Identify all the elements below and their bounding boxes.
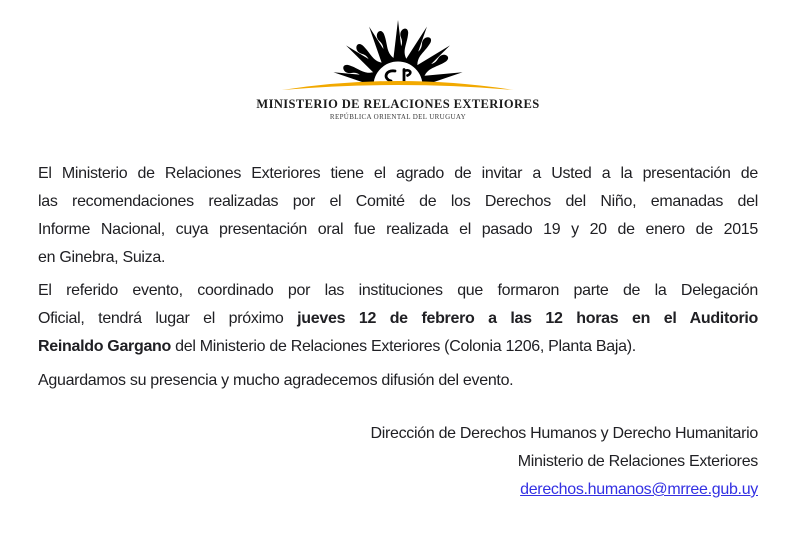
closing-paragraph: Aguardamos su presencia y mucho agradecemos difusión del evento. [38, 372, 514, 389]
horizon-arc [282, 81, 514, 90]
ministry-title: MINISTERIO DE RELACIONES EXTERIORES [256, 97, 540, 111]
sun-rays [332, 20, 463, 107]
signature-department: Dirección de Derechos Humanos y Derecho Humanitario [370, 425, 758, 442]
event-details-paragraph: El referido evento, coordinado por las instituciones que formaron parte de la Delegación Oficial, tendrá lugar el próximo jueves 12 de febrero a las 12 horas en el Auditorio Reinaldo Gargano del Ministerio de Relaciones Exteriores (Colonia 1206, Planta Baja). [38, 282, 758, 355]
contact-email-link[interactable]: derechos.humanos@mrree.gub.uy [520, 481, 758, 498]
ministry-logo [278, 12, 518, 107]
signature-ministry: Ministerio de Relaciones Exteriores [517, 453, 758, 470]
sol-de-mayo-icon [278, 12, 518, 107]
ministry-subtitle: REPÚBLICA ORIENTAL DEL URUGUAY [329, 113, 467, 121]
signature-block [158, 420, 758, 504]
invitation-paragraph-1: El Ministerio de Relaciones Exteriores tiene el agrado de invitar a Usted a la presentación de las recomendaciones realizadas por el Comité de los Derechos del Niño, emanadas del Informe Nacional, cuya presentación oral fue realizada el pasado 19 y 20 de enero de 2015 en Ginebra, Suiza. [38, 165, 758, 266]
